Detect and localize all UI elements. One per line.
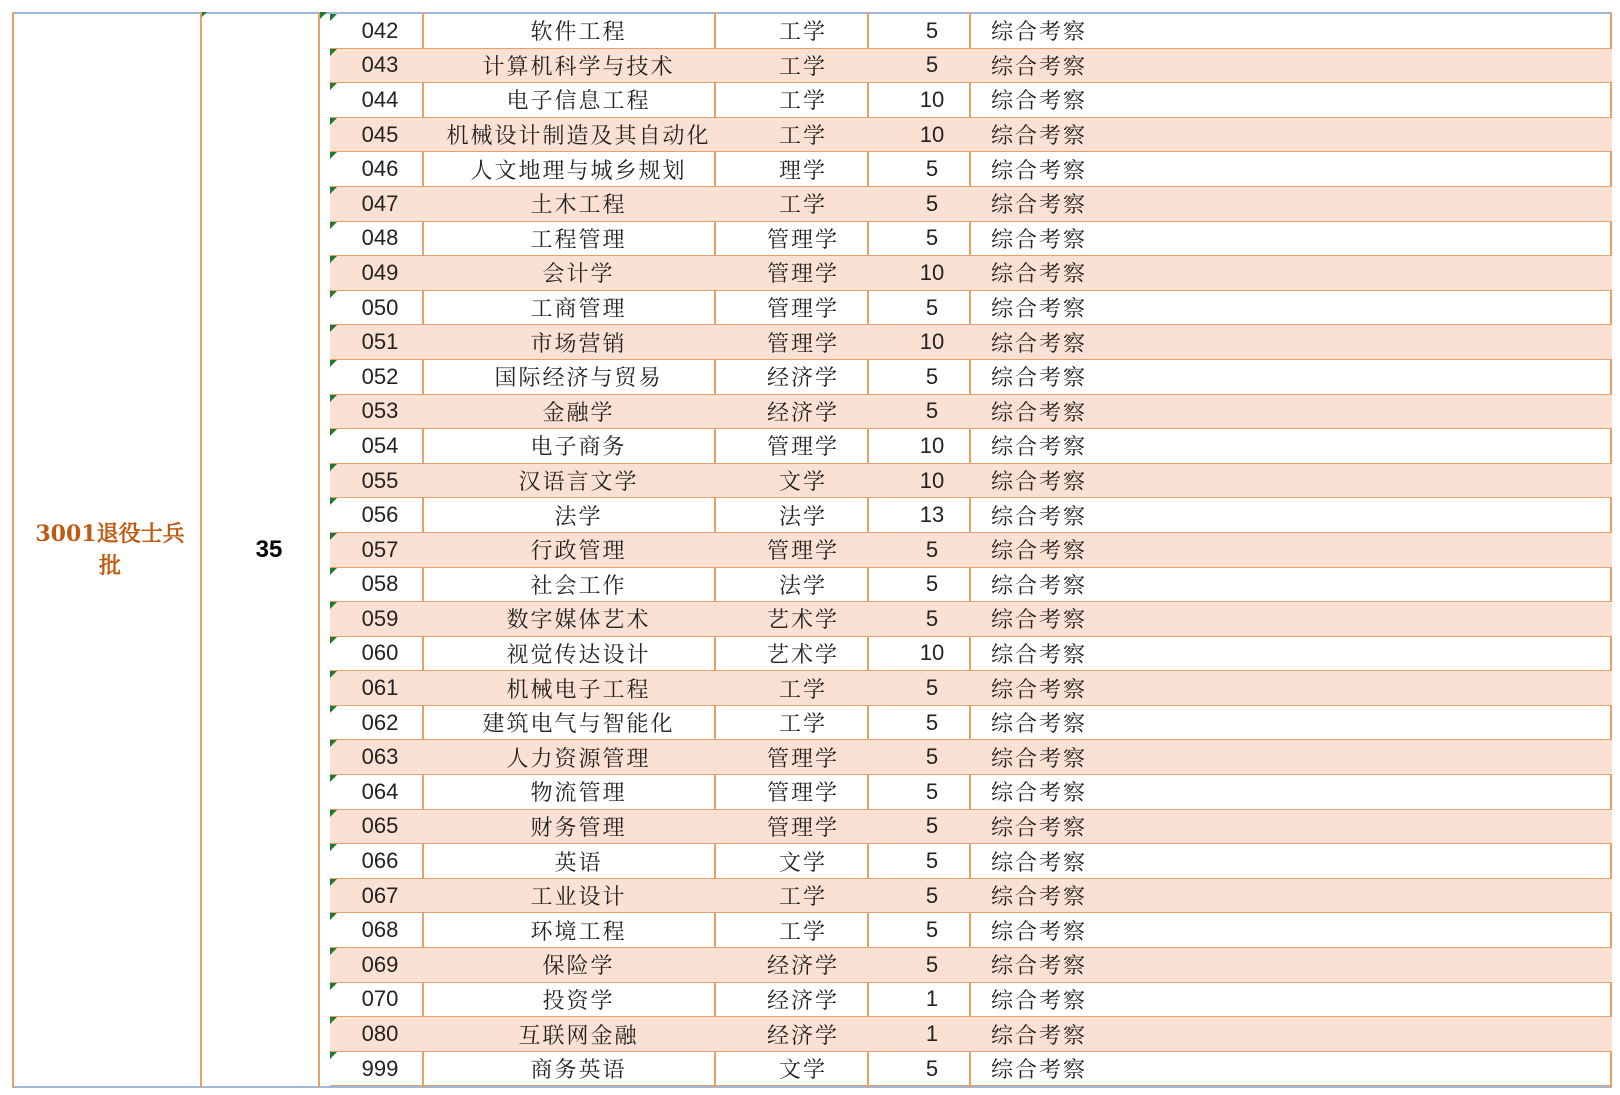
major-code-cell[interactable]: 042	[361, 17, 399, 43]
plan-number-cell[interactable]: 1	[925, 986, 939, 1012]
plan-number-cell[interactable]: 5	[925, 882, 939, 908]
major-code-cell[interactable]: 060	[361, 640, 399, 666]
major-name-cell[interactable]: 人力资源管理	[506, 746, 651, 772]
discipline-cell[interactable]: 文学	[778, 1058, 827, 1084]
admission-method-cell[interactable]: 综合考察	[991, 227, 1088, 253]
major-name-cell[interactable]: 金融学	[542, 400, 615, 426]
discipline-cell[interactable]: 理学	[778, 158, 827, 184]
admission-method-cell[interactable]: 综合考察	[991, 262, 1088, 288]
discipline-cell[interactable]: 管理学	[766, 262, 839, 288]
major-name-cell[interactable]: 软件工程	[530, 20, 627, 46]
admission-method-cell[interactable]: 综合考察	[991, 885, 1088, 911]
major-code-cell[interactable]: 051	[361, 329, 399, 355]
major-name-cell[interactable]: 英语	[554, 850, 603, 876]
major-code-cell[interactable]: 068	[361, 917, 399, 943]
table-row	[330, 1017, 1612, 1052]
discipline-cell[interactable]: 经济学	[766, 954, 839, 980]
table-row	[330, 152, 1612, 187]
grid-line	[200, 12, 202, 1088]
major-name-cell[interactable]: 电子信息工程	[506, 89, 651, 115]
admission-method-cell[interactable]: 综合考察	[991, 366, 1088, 392]
plan-number-cell[interactable]: 5	[925, 398, 939, 424]
plan-number-cell[interactable]: 5	[925, 536, 939, 562]
table-row	[330, 291, 1612, 326]
discipline-cell[interactable]: 工学	[778, 885, 827, 911]
major-code-cell[interactable]: 046	[361, 156, 399, 182]
admission-method-cell[interactable]: 综合考察	[991, 20, 1088, 46]
table-row	[330, 49, 1612, 84]
discipline-cell[interactable]: 管理学	[766, 297, 839, 323]
plan-number-cell[interactable]: 10	[919, 432, 945, 458]
table-row	[330, 1052, 1612, 1087]
admission-method-cell[interactable]: 综合考察	[991, 193, 1088, 219]
table-row	[330, 256, 1612, 291]
discipline-cell[interactable]: 经济学	[766, 400, 839, 426]
discipline-cell[interactable]: 经济学	[766, 988, 839, 1014]
major-name-cell[interactable]: 机械电子工程	[506, 677, 651, 703]
discipline-cell[interactable]: 艺术学	[766, 642, 839, 668]
cell-marker-icon	[320, 12, 327, 19]
table-row	[330, 464, 1612, 499]
major-name-cell[interactable]: 人文地理与城乡规划	[470, 158, 687, 184]
table-row	[330, 118, 1612, 153]
plan-number-cell[interactable]: 5	[925, 190, 939, 216]
admission-method-cell[interactable]: 综合考察	[991, 504, 1088, 530]
admission-method-cell[interactable]: 综合考察	[991, 158, 1088, 184]
plan-number-cell[interactable]: 5	[925, 52, 939, 78]
discipline-cell[interactable]: 工学	[778, 124, 827, 150]
admission-method-cell[interactable]: 综合考察	[991, 815, 1088, 841]
major-name-cell[interactable]: 市场营销	[530, 331, 627, 357]
plan-number-cell[interactable]: 5	[925, 917, 939, 943]
plan-number-cell[interactable]: 5	[925, 709, 939, 735]
plan-number-cell[interactable]: 10	[919, 329, 945, 355]
table-row	[330, 568, 1612, 603]
plan-number-cell[interactable]: 5	[925, 605, 939, 631]
major-code-cell[interactable]: 052	[361, 363, 399, 389]
major-code-cell[interactable]: 050	[361, 294, 399, 320]
major-name-cell[interactable]: 建筑电气与智能化	[482, 712, 675, 738]
discipline-cell[interactable]: 管理学	[766, 539, 839, 565]
table-row	[330, 498, 1612, 533]
table-row	[330, 706, 1612, 741]
discipline-cell[interactable]: 工学	[778, 712, 827, 738]
major-name-cell[interactable]: 视觉传达设计	[506, 642, 651, 668]
table-row	[330, 187, 1612, 222]
table-row	[330, 325, 1612, 360]
major-name-cell[interactable]: 工业设计	[530, 885, 627, 911]
table-row	[330, 844, 1612, 879]
major-name-cell[interactable]: 电子商务	[530, 435, 627, 461]
major-code-cell[interactable]: 058	[361, 571, 399, 597]
admission-method-cell[interactable]: 综合考察	[991, 746, 1088, 772]
table-row	[330, 983, 1612, 1018]
admission-method-cell[interactable]: 综合考察	[991, 712, 1088, 738]
major-code-cell[interactable]: 049	[361, 259, 399, 285]
major-name-cell[interactable]: 机械设计制造及其自动化	[446, 124, 711, 150]
discipline-cell[interactable]: 经济学	[766, 366, 839, 392]
major-code-cell[interactable]: 069	[361, 951, 399, 977]
plan-number-cell[interactable]: 5	[925, 225, 939, 251]
admission-method-cell[interactable]: 综合考察	[991, 919, 1088, 945]
major-code-cell[interactable]: 057	[361, 536, 399, 562]
major-name-cell[interactable]: 会计学	[542, 262, 615, 288]
major-name-cell[interactable]: 社会工作	[530, 573, 627, 599]
major-name-cell[interactable]: 工商管理	[530, 297, 627, 323]
major-name-cell[interactable]: 商务英语	[530, 1058, 627, 1084]
major-code-cell[interactable]: 048	[361, 225, 399, 251]
plan-number-cell[interactable]: 5	[925, 951, 939, 977]
plan-number-cell[interactable]: 10	[919, 467, 945, 493]
major-code-cell[interactable]: 045	[361, 121, 399, 147]
table-row	[330, 948, 1612, 983]
admission-method-cell[interactable]: 综合考察	[991, 642, 1088, 668]
plan-number-cell[interactable]: 5	[925, 813, 939, 839]
discipline-cell[interactable]: 管理学	[766, 781, 839, 807]
discipline-cell[interactable]: 法学	[778, 573, 827, 599]
admission-method-cell[interactable]: 综合考察	[991, 470, 1088, 496]
admission-method-cell[interactable]: 综合考察	[991, 400, 1088, 426]
major-name-cell[interactable]: 行政管理	[530, 539, 627, 565]
table-row	[330, 360, 1612, 395]
major-name-cell[interactable]: 计算机科学与技术	[482, 54, 675, 80]
major-code-cell[interactable]: 066	[361, 848, 399, 874]
plan-number-cell[interactable]: 13	[919, 502, 945, 528]
discipline-cell[interactable]: 经济学	[766, 1023, 839, 1049]
admission-method-cell[interactable]: 综合考察	[991, 608, 1088, 634]
table-body	[330, 14, 1612, 1086]
plan-count-cell[interactable]	[210, 12, 328, 1088]
plan-number-cell[interactable]: 5	[925, 778, 939, 804]
grid-line	[12, 12, 14, 1088]
major-code-cell[interactable]: 080	[361, 1021, 399, 1047]
admission-method-cell[interactable]: 综合考察	[991, 435, 1088, 461]
admission-method-cell[interactable]: 综合考察	[991, 89, 1088, 115]
discipline-cell[interactable]: 工学	[778, 677, 827, 703]
discipline-cell[interactable]: 文学	[778, 850, 827, 876]
table-row	[330, 740, 1612, 775]
admission-method-cell[interactable]: 综合考察	[991, 331, 1088, 357]
plan-number-cell[interactable]: 1	[925, 1021, 939, 1047]
major-code-cell[interactable]: 054	[361, 432, 399, 458]
grid-line	[318, 12, 320, 1088]
discipline-cell[interactable]: 工学	[778, 193, 827, 219]
admission-method-cell[interactable]: 综合考察	[991, 850, 1088, 876]
plan-number-cell[interactable]: 5	[925, 156, 939, 182]
table-row	[330, 222, 1612, 257]
major-name-cell[interactable]: 国际经济与贸易	[494, 366, 663, 392]
major-code-cell[interactable]: 062	[361, 709, 399, 735]
admission-method-cell[interactable]: 综合考察	[991, 1023, 1088, 1049]
major-name-cell[interactable]: 土木工程	[530, 193, 627, 219]
table-row	[330, 533, 1612, 568]
admission-table	[12, 12, 1612, 1088]
discipline-cell[interactable]: 法学	[778, 504, 827, 530]
admission-method-cell[interactable]: 综合考察	[991, 297, 1088, 323]
major-code-cell[interactable]: 065	[361, 813, 399, 839]
plan-count: 35	[255, 536, 283, 563]
plan-number-cell[interactable]: 5	[925, 294, 939, 320]
table-row	[330, 14, 1612, 49]
major-code-cell[interactable]: 055	[361, 467, 399, 493]
admission-method-cell[interactable]: 综合考察	[991, 988, 1088, 1014]
admission-method-cell[interactable]: 综合考察	[991, 54, 1088, 80]
table-row	[330, 671, 1612, 706]
major-code-cell[interactable]: 064	[361, 778, 399, 804]
discipline-cell[interactable]: 管理学	[766, 331, 839, 357]
discipline-cell[interactable]: 管理学	[766, 815, 839, 841]
table-row	[330, 395, 1612, 430]
batch-cell[interactable]	[14, 12, 206, 1088]
table-row	[330, 429, 1612, 464]
admission-method-cell[interactable]: 综合考察	[991, 1058, 1088, 1084]
major-name-cell[interactable]: 保险学	[542, 954, 615, 980]
admission-method-cell[interactable]: 综合考察	[991, 124, 1088, 150]
admission-method-cell[interactable]: 综合考察	[991, 677, 1088, 703]
major-name-cell[interactable]: 工程管理	[530, 227, 627, 253]
table-row	[330, 775, 1612, 810]
major-name-cell[interactable]: 法学	[554, 504, 603, 530]
plan-number-cell[interactable]: 5	[925, 848, 939, 874]
major-name-cell[interactable]: 投资学	[542, 988, 615, 1014]
admission-method-cell[interactable]: 综合考察	[991, 781, 1088, 807]
table-row	[330, 879, 1612, 914]
table-row	[330, 913, 1612, 948]
plan-number-cell[interactable]: 5	[925, 17, 939, 43]
discipline-cell[interactable]: 工学	[778, 20, 827, 46]
plan-number-cell[interactable]: 5	[925, 1055, 939, 1081]
discipline-cell[interactable]: 工学	[778, 54, 827, 80]
major-name-cell[interactable]: 物流管理	[530, 781, 627, 807]
batch-label: 3001退役士兵批	[35, 521, 185, 579]
major-code-cell[interactable]: 044	[361, 86, 399, 112]
table-row	[330, 810, 1612, 845]
admission-method-cell[interactable]: 综合考察	[991, 954, 1088, 980]
table-row	[330, 602, 1612, 637]
plan-number-cell[interactable]: 5	[925, 571, 939, 597]
discipline-cell[interactable]: 艺术学	[766, 608, 839, 634]
discipline-cell[interactable]: 管理学	[766, 746, 839, 772]
major-name-cell[interactable]: 互联网金融	[518, 1023, 639, 1049]
admission-method-cell[interactable]: 综合考察	[991, 539, 1088, 565]
table-row	[330, 637, 1612, 672]
discipline-cell[interactable]: 管理学	[766, 435, 839, 461]
major-name-cell[interactable]: 财务管理	[530, 815, 627, 841]
plan-number-cell[interactable]: 10	[919, 259, 945, 285]
discipline-cell[interactable]: 工学	[778, 919, 827, 945]
major-code-cell[interactable]: 059	[361, 605, 399, 631]
plan-number-cell[interactable]: 5	[925, 744, 939, 770]
discipline-cell[interactable]: 文学	[778, 470, 827, 496]
admission-method-cell[interactable]: 综合考察	[991, 573, 1088, 599]
plan-number-cell[interactable]: 10	[919, 640, 945, 666]
major-code-cell[interactable]: 053	[361, 398, 399, 424]
plan-number-cell[interactable]: 10	[919, 121, 945, 147]
major-code-cell[interactable]: 061	[361, 675, 399, 701]
discipline-cell[interactable]: 工学	[778, 89, 827, 115]
major-code-cell[interactable]: 043	[361, 52, 399, 78]
plan-number-cell[interactable]: 5	[925, 675, 939, 701]
major-code-cell[interactable]: 999	[361, 1055, 399, 1081]
plan-number-cell[interactable]: 5	[925, 363, 939, 389]
discipline-cell[interactable]: 管理学	[766, 227, 839, 253]
plan-number-cell[interactable]: 10	[919, 86, 945, 112]
major-name-cell[interactable]: 汉语言文学	[518, 470, 639, 496]
major-name-cell[interactable]: 数字媒体艺术	[506, 608, 651, 634]
major-name-cell[interactable]: 环境工程	[530, 919, 627, 945]
major-code-cell[interactable]: 056	[361, 502, 399, 528]
major-code-cell[interactable]: 070	[361, 986, 399, 1012]
major-code-cell[interactable]: 067	[361, 882, 399, 908]
major-code-cell[interactable]: 063	[361, 744, 399, 770]
major-code-cell[interactable]: 047	[361, 190, 399, 216]
table-row	[330, 83, 1612, 118]
